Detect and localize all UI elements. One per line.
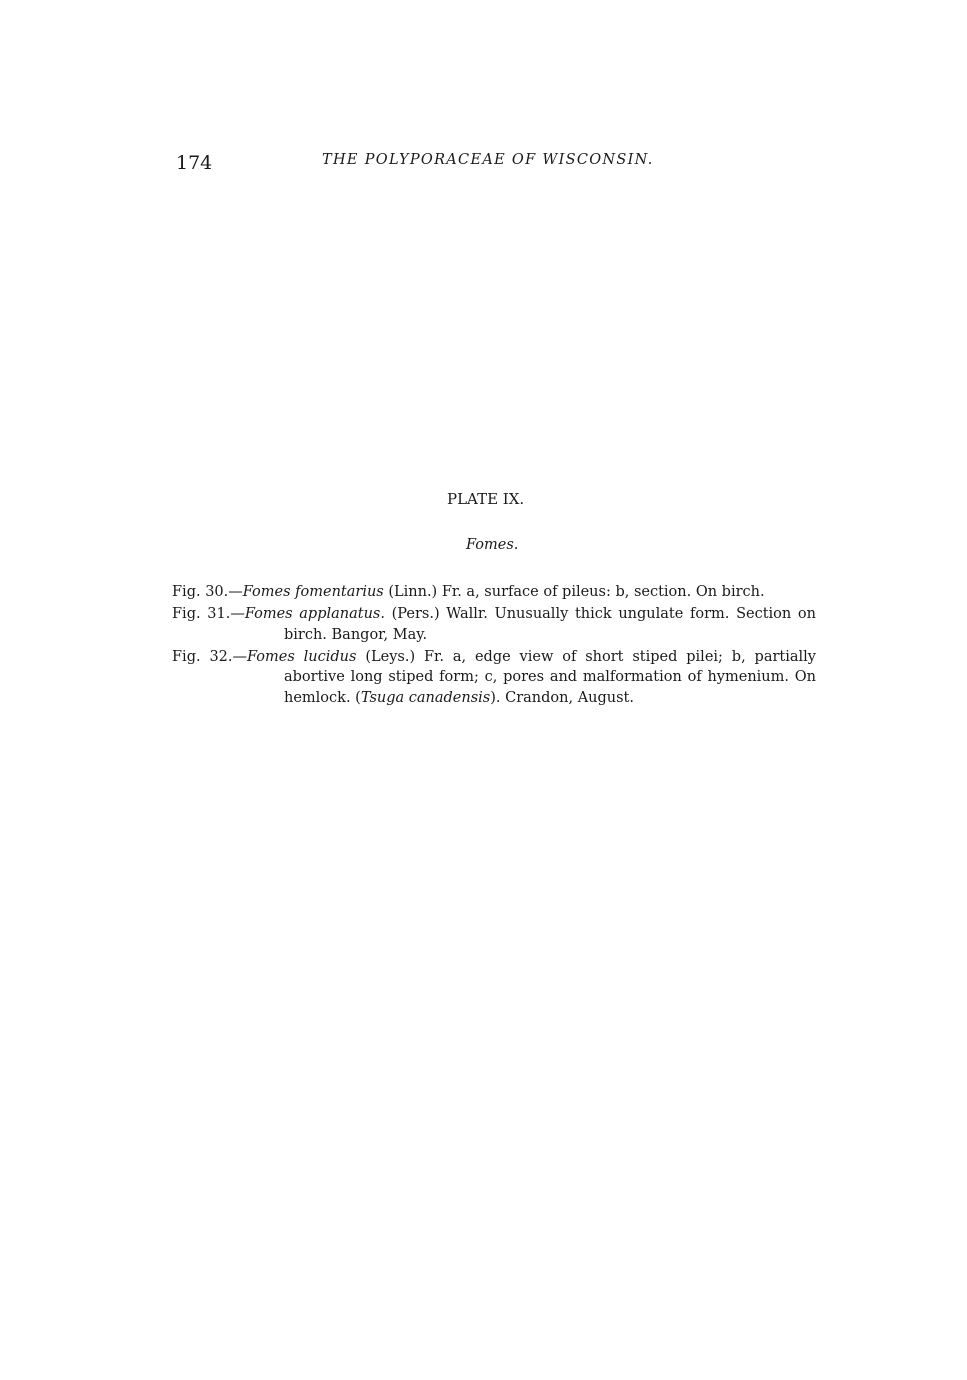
caption-text: (Linn.) Fr. a, surface of pileus: b, section. On birch. bbox=[383, 584, 765, 600]
caption-label: Fig. 32.— bbox=[172, 648, 248, 665]
plate-subtitle: Fomes. bbox=[466, 537, 519, 553]
caption-fig-32 bbox=[172, 647, 816, 709]
species-name: Fomes applanatus. bbox=[244, 606, 385, 622]
figure-captions bbox=[172, 582, 816, 710]
species-name: Fomes lucidus bbox=[247, 648, 357, 665]
running-title: THE POLYPORACEAE OF WISCONSIN. bbox=[322, 152, 654, 168]
caption-fig-31 bbox=[172, 604, 816, 645]
caption-fig-30 bbox=[172, 582, 816, 603]
caption-text-end: ). Crandon, August. bbox=[490, 689, 634, 706]
plate-title: PLATE IX. bbox=[447, 490, 525, 508]
species-name: Fomes fomentarius bbox=[242, 584, 384, 600]
caption-text: (Pers.) Wallr. Unusually thick ungulate form. Section on birch. Bangor, May. bbox=[284, 606, 816, 643]
caption-label: Fig. 31.— bbox=[172, 606, 245, 622]
caption-label: Fig. 30.— bbox=[172, 584, 243, 600]
host-species-name: Tsuga canadensis bbox=[360, 689, 491, 706]
page-number: 174 bbox=[176, 152, 213, 174]
caption-text: (Leys.) Fr. a, edge view of short stiped pilei; b, partially abortive long stiped form; c, pores and malformation of hymenium. On hemlock. ( bbox=[284, 648, 816, 706]
